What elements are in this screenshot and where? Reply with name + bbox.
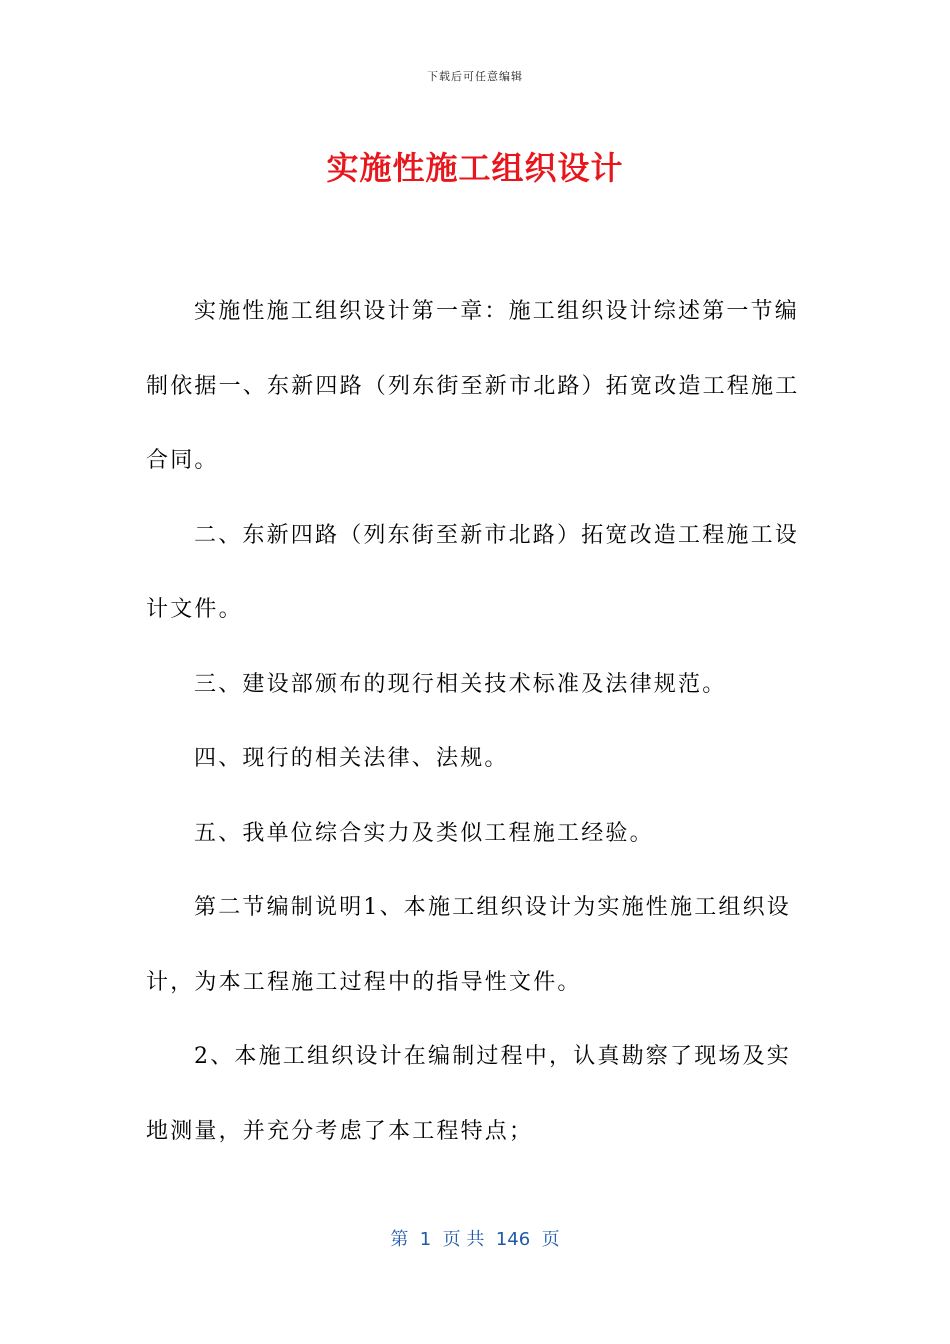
paragraph: 2、本施工组织设计在编制过程中，认真勘察了现场及实地测量，并充分考虑了本工程特点； xyxy=(146,1044,791,1144)
document-title: 实施性施工组织设计 xyxy=(326,149,624,187)
paragraph: 三、建设部颁布的现行相关技术标准及法律规范。 xyxy=(194,671,727,697)
page-number-footer: 第 1 页 共 146 页 xyxy=(390,1229,560,1250)
header-note: 下载后可任意编辑 xyxy=(427,70,523,83)
paragraph: 五、我单位综合实力及类似工程施工经验。 xyxy=(194,820,654,846)
document-body xyxy=(146,275,806,1169)
paragraph: 第二节编制说明1、本施工组织设计为实施性施工组织设计，为本工程施工过程中的指导性文件。 xyxy=(146,895,791,995)
paragraph: 四、现行的相关法律、法规。 xyxy=(194,746,509,771)
paragraph: 二、东新四路（列东街至新市北路）拓宽改造工程施工设计文件。 xyxy=(146,522,800,622)
paragraph: 实施性施工组织设计第一章：施工组织设计综述第一节编制依据一、东新四路（列东街至新市北路）拓宽改造工程施工合同。 xyxy=(146,299,800,473)
